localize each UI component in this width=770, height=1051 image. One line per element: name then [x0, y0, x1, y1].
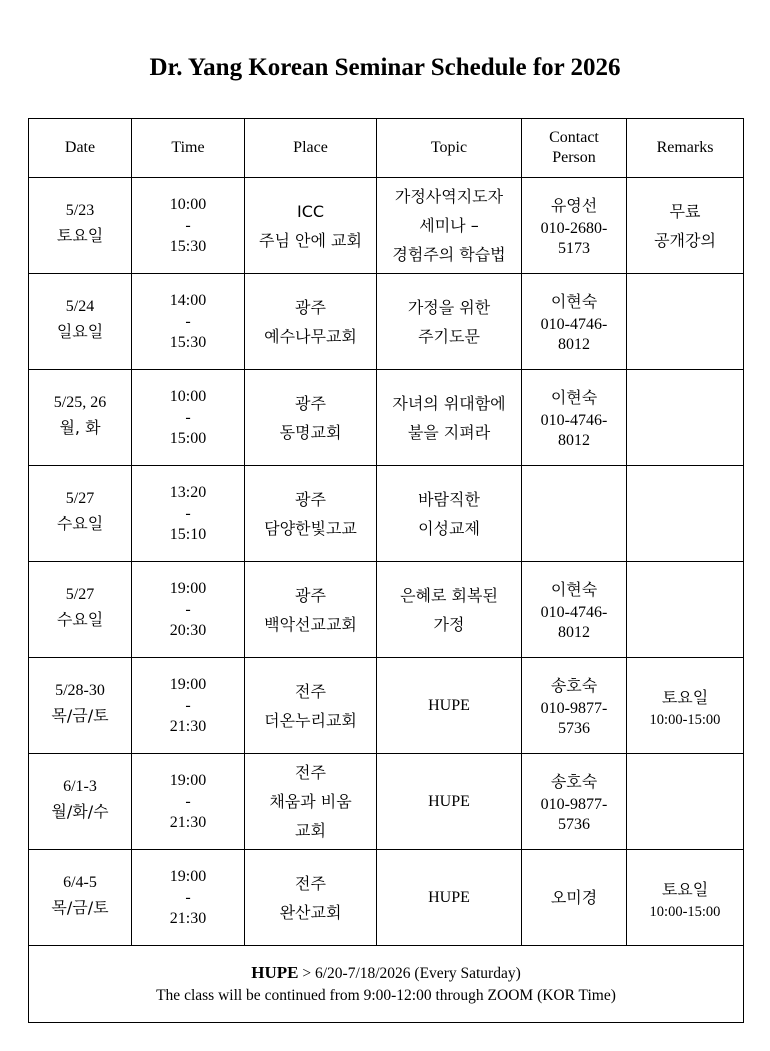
- time-end: 20:30: [169, 621, 207, 639]
- remarks-line-1: 무료: [669, 201, 701, 221]
- place-line-2: 백악선교교회: [264, 614, 357, 634]
- time-cell: [132, 658, 245, 754]
- weekday-text: 목/금/토: [51, 898, 109, 917]
- time-separator: -: [185, 792, 191, 810]
- date-cell: [29, 658, 132, 754]
- contact-cell: [522, 850, 627, 946]
- remarks-line-2: 공개강의: [654, 230, 716, 250]
- contact-phone-line-2: 5173: [558, 239, 590, 257]
- time-end: 21:30: [169, 717, 207, 735]
- time-separator: -: [185, 600, 191, 618]
- date-cell: [29, 754, 132, 850]
- remarks-line-1: 토요일: [661, 879, 709, 899]
- place-line-2: 담양한빛고교: [264, 518, 357, 538]
- remarks-line-1: 토요일: [661, 687, 709, 707]
- contact-cell: [522, 370, 627, 466]
- footer-row: [29, 946, 744, 1023]
- topic-line-1: HUPE: [428, 888, 470, 906]
- date-text: 5/25, 26: [53, 394, 107, 411]
- table-row: [29, 274, 744, 370]
- time-separator: -: [185, 504, 191, 522]
- contact-cell: [522, 754, 627, 850]
- contact-phone-line-2: 8012: [558, 335, 590, 353]
- topic-cell: [377, 274, 522, 370]
- header-time: Time: [132, 119, 245, 178]
- place-line-2: 주님 안에 교회: [259, 230, 362, 250]
- time-cell: [132, 466, 245, 562]
- footer-line-2: The class will be continued from 9:00-12:00 through ZOOM (KOR Time): [156, 986, 616, 1004]
- remarks-cell: [627, 274, 744, 370]
- table-row: [29, 850, 744, 946]
- topic-line-1: 가정을 위한: [407, 297, 491, 317]
- header-date: Date: [29, 119, 132, 178]
- topic-cell: [377, 466, 522, 562]
- date-cell: [29, 562, 132, 658]
- table-row: [29, 370, 744, 466]
- time-start: 10:00: [169, 195, 207, 213]
- contact-name: 송호숙: [550, 675, 598, 695]
- contact-phone-line-1: 010-4746-: [540, 411, 608, 429]
- header-contact: [522, 119, 627, 178]
- contact-phone-line-2: 8012: [558, 431, 590, 449]
- contact-name: 이현숙: [550, 387, 598, 407]
- topic-cell: [377, 562, 522, 658]
- contact-phone-line-2: 8012: [558, 623, 590, 641]
- header-row: [29, 119, 744, 178]
- time-start: 19:00: [169, 867, 207, 885]
- time-start: 14:00: [169, 291, 207, 309]
- topic-cell: [377, 658, 522, 754]
- time-cell: [132, 754, 245, 850]
- topic-line-1: 바람직한: [418, 489, 480, 509]
- contact-cell: [522, 274, 627, 370]
- table-row: [29, 178, 744, 274]
- footer-line-1: [29, 962, 743, 985]
- time-separator: -: [185, 216, 191, 234]
- remarks-cell: [627, 562, 744, 658]
- time-cell: [132, 562, 245, 658]
- place-line-1: 광주: [295, 585, 326, 605]
- place-line-1: 전주: [295, 873, 326, 893]
- date-cell: [29, 850, 132, 946]
- topic-line-1: 가정사역지도자: [394, 187, 504, 206]
- place-cell: [245, 274, 377, 370]
- contact-name: 이현숙: [550, 579, 598, 599]
- weekday-text: 토요일: [56, 226, 104, 245]
- topic-cell: [377, 850, 522, 946]
- time-separator: -: [185, 696, 191, 714]
- contact-cell: [522, 658, 627, 754]
- topic-line-1: HUPE: [428, 696, 470, 714]
- remarks-line-2: 10:00-15:00: [649, 903, 721, 920]
- contact-phone-line-1: 010-4746-: [540, 603, 608, 621]
- date-text: 5/28-30: [55, 682, 105, 699]
- date-text: 5/27: [65, 586, 95, 603]
- remarks-line-2: 10:00-15:00: [649, 711, 721, 728]
- place-cell: [245, 466, 377, 562]
- place-cell: [245, 850, 377, 946]
- time-end: 21:30: [169, 813, 207, 831]
- contact-phone-line-2: 5736: [558, 719, 590, 737]
- time-cell: [132, 274, 245, 370]
- time-cell: [132, 850, 245, 946]
- time-separator: -: [185, 888, 191, 906]
- time-start: 13:20: [169, 483, 207, 501]
- place-line-1: 광주: [295, 489, 326, 509]
- place-cell: [245, 562, 377, 658]
- footer-hupe-label: HUPE: [251, 962, 299, 982]
- date-text: 5/27: [65, 490, 95, 507]
- place-cell: [245, 658, 377, 754]
- weekday-text: 목/금/토: [51, 706, 109, 725]
- contact-cell: [522, 562, 627, 658]
- topic-line-2: 가정: [433, 614, 465, 634]
- remarks-cell: [627, 370, 744, 466]
- place-line-3: 교회: [295, 821, 326, 840]
- topic-line-2: 주기도문: [418, 326, 480, 346]
- contact-name: 송호숙: [550, 771, 598, 791]
- place-line-1: 전주: [295, 681, 326, 701]
- time-end: 21:30: [169, 909, 207, 927]
- contact-name: 이현숙: [550, 291, 598, 311]
- place-cell: [245, 370, 377, 466]
- footer-hupe-dates: > 6/20-7/18/2026 (Every Saturday): [298, 964, 521, 982]
- time-start: 10:00: [169, 387, 207, 405]
- contact-phone-line-2: 5736: [558, 815, 590, 833]
- place-line-2: 더온누리교회: [264, 710, 357, 730]
- topic-line-1: 은혜로 회복된: [400, 585, 498, 605]
- table-row: [29, 562, 744, 658]
- topic-line-2: 이성교제: [418, 518, 480, 538]
- date-cell: [29, 274, 132, 370]
- contact-name: 오미경: [550, 887, 598, 907]
- time-cell: [132, 370, 245, 466]
- place-line-2: 완산교회: [279, 902, 342, 922]
- contact-cell: [522, 178, 627, 274]
- table-row: [29, 754, 744, 850]
- table-row: [29, 466, 744, 562]
- place-line-2: 동명교회: [279, 422, 342, 442]
- time-cell: [132, 178, 245, 274]
- time-separator: -: [185, 312, 191, 330]
- place-cell: [245, 754, 377, 850]
- page-title: Dr. Yang Korean Seminar Schedule for 2026: [149, 54, 621, 81]
- header-remarks: Remarks: [627, 119, 744, 178]
- weekday-text: 일요일: [56, 322, 104, 341]
- header-contact-line-2: Person: [552, 149, 596, 166]
- place-line-2: 예수나무교회: [264, 326, 357, 346]
- date-text: 6/1-3: [63, 778, 97, 795]
- time-separator: -: [185, 408, 191, 426]
- remarks-cell: [627, 466, 744, 562]
- contact-cell: [522, 466, 627, 562]
- place-line-1: 광주: [295, 393, 326, 413]
- time-start: 19:00: [169, 771, 207, 789]
- topic-line-2: 세미나 –: [419, 216, 479, 235]
- topic-line-2: 불을 지펴라: [407, 422, 491, 442]
- header-contact-line-1: Contact: [549, 129, 599, 146]
- weekday-text: 월/화/수: [51, 802, 109, 821]
- place-line-2: 채움과 비움: [269, 792, 352, 811]
- remarks-cell: [627, 850, 744, 946]
- date-text: 6/4-5: [63, 874, 97, 891]
- remarks-cell: [627, 754, 744, 850]
- contact-phone-line-1: 010-2680-: [540, 219, 608, 237]
- time-end: 15:30: [169, 237, 207, 255]
- time-start: 19:00: [169, 579, 207, 597]
- schedule-table: [28, 118, 744, 1023]
- time-end: 15:30: [169, 333, 207, 351]
- weekday-text: 월, 화: [59, 418, 101, 437]
- topic-line-1: HUPE: [428, 792, 470, 810]
- date-text: 5/23: [65, 202, 95, 219]
- footer-cell: [29, 946, 744, 1023]
- contact-phone-line-1: 010-4746-: [540, 315, 608, 333]
- table-row: [29, 658, 744, 754]
- topic-cell: [377, 178, 522, 274]
- place-line-1: ICC: [296, 201, 325, 221]
- contact-phone-line-1: 010-9877-: [540, 795, 608, 813]
- header-topic: Topic: [377, 119, 522, 178]
- topic-cell: [377, 370, 522, 466]
- topic-line-1: 자녀의 위대함에: [392, 393, 506, 413]
- date-text: 5/24: [65, 298, 95, 315]
- contact-phone-line-1: 010-9877-: [540, 699, 608, 717]
- contact-name: 유영선: [550, 195, 598, 215]
- topic-line-3: 경험주의 학습법: [392, 245, 506, 264]
- weekday-text: 수요일: [56, 610, 104, 629]
- time-end: 15:00: [169, 429, 207, 447]
- date-cell: [29, 370, 132, 466]
- place-cell: [245, 178, 377, 274]
- header-place: Place: [245, 119, 377, 178]
- time-start: 19:00: [169, 675, 207, 693]
- remarks-cell: [627, 658, 744, 754]
- place-line-1: 광주: [295, 297, 326, 317]
- topic-cell: [377, 754, 522, 850]
- date-cell: [29, 466, 132, 562]
- place-line-1: 전주: [295, 763, 326, 782]
- remarks-cell: [627, 178, 744, 274]
- time-end: 15:10: [169, 525, 207, 543]
- date-cell: [29, 178, 132, 274]
- weekday-text: 수요일: [56, 514, 104, 533]
